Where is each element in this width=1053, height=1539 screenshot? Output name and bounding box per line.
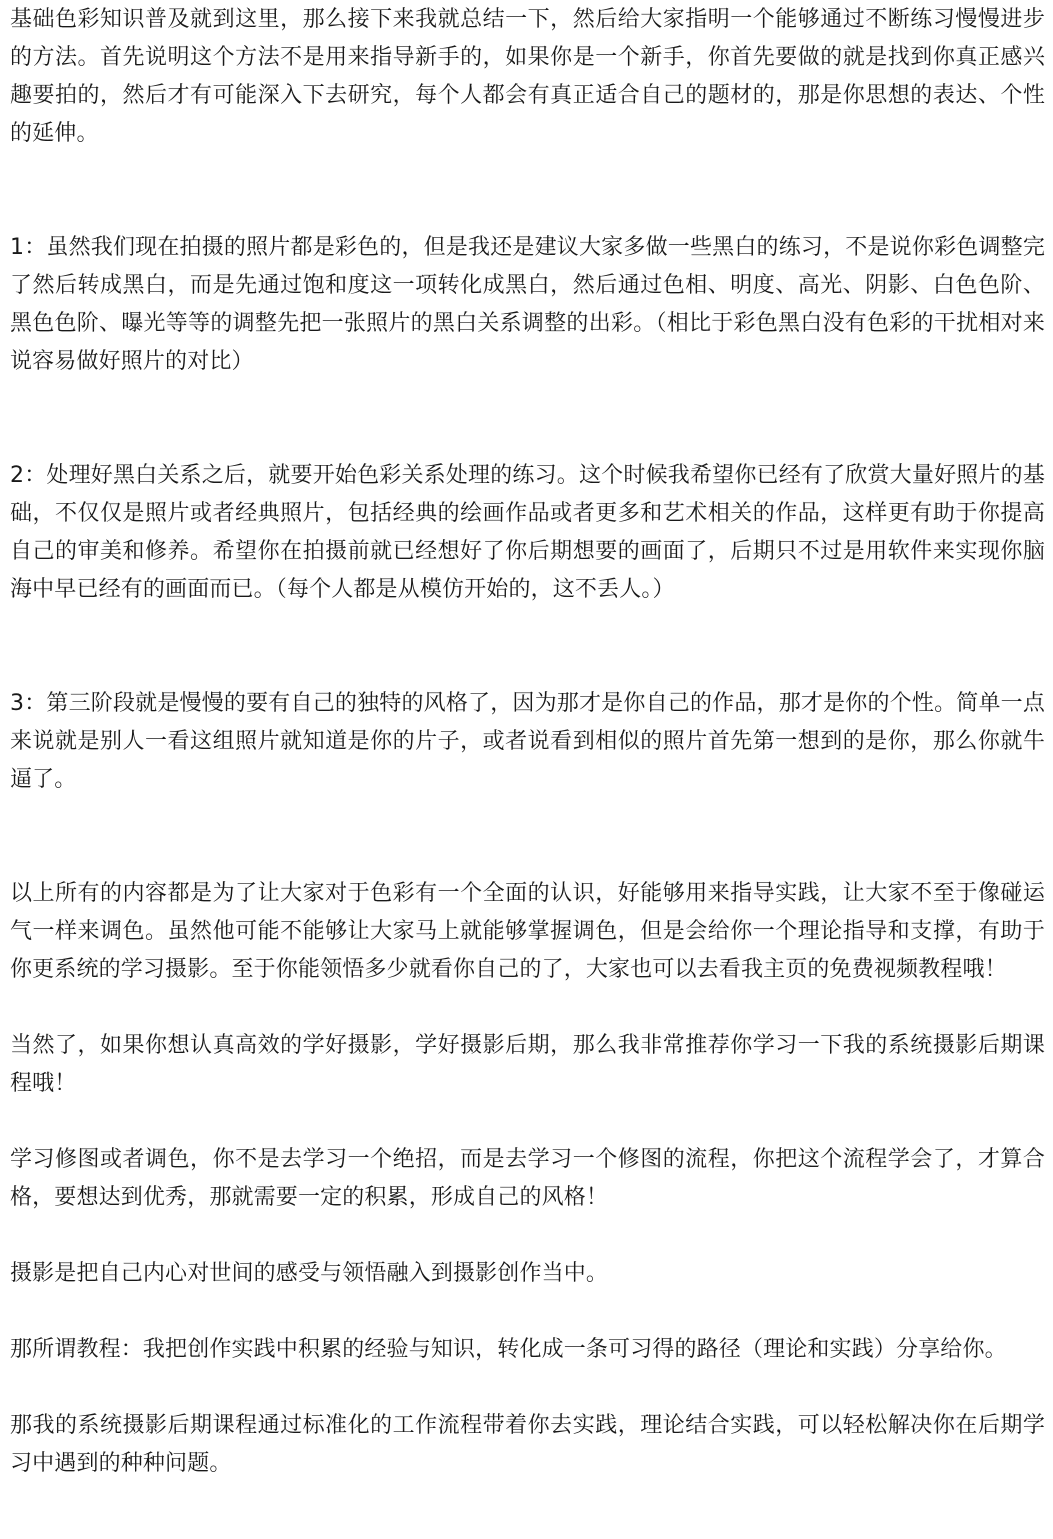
spacer	[10, 381, 1045, 457]
paragraph-summary: 以上所有的内容都是为了让大家对于色彩有一个全面的认识，好能够用来指导实践，让大家不至于像碰运气一样来调色。虽然他可能不能够让大家马上就能够掌握调色，但是会给你一个理论指导和支撑，有助于你更系统的学习摄影。至于你能领悟多少就看你自己的了，大家也可以去看我主页的免费视频教程哦！	[10, 881, 1045, 982]
spacer	[10, 1293, 1045, 1331]
spacer	[10, 609, 1045, 685]
spacer	[10, 989, 1045, 1027]
paragraph-step-3: 3：第三阶段就是慢慢的要有自己的独特的风格了，因为那才是你自己的作品，那才是你的个性。简单一点来说就是别人一看这组照片就知道是你的片子，或者说看到相似的照片首先第一想到的是你，那么你就牛逼了。	[10, 691, 1045, 792]
spacer	[10, 1103, 1045, 1141]
paragraph-photography-definition: 摄影是把自己内心对世间的感受与领悟融入到摄影创作当中。	[10, 1261, 609, 1286]
paragraph-intro: 基础色彩知识普及就到这里，那么接下来我就总结一下，然后给大家指明一个能够通过不断练习慢慢进步的方法。首先说明这个方法不是用来指导新手的，如果你是一个新手，你首先要做的就是找到你真正感兴趣要拍的，然后才有可能深入下去研究，每个人都会有真正适合自己的题材的，那是你思想的表达、个性的延伸。	[10, 7, 1045, 146]
paragraph-course-benefit: 那我的系统摄影后期课程通过标准化的工作流程带着你去实践，理论结合实践，可以轻松解决你在后期学习中遇到的种种问题。	[10, 1413, 1045, 1476]
spacer	[10, 799, 1045, 875]
paragraph-step-1: 1：虽然我们现在拍摄的照片都是彩色的，但是我还是建议大家多做一些黑白的练习，不是说你彩色调整完了然后转成黑白，而是先通过饱和度这一项转化成黑白，然后通过色相、明度、高光、阴影、白色色阶、黑色色阶、曝光等等的调整先把一张照片的黑白关系调整的出彩。（相比于彩色黑白没有色彩的干扰相对来说容易做好照片的对比）	[10, 235, 1045, 374]
spacer	[10, 1217, 1045, 1255]
spacer	[10, 1369, 1045, 1407]
spacer	[10, 153, 1045, 229]
paragraph-course-recommendation: 当然了，如果你想认真高效的学好摄影，学好摄影后期，那么我非常推荐你学习一下我的系统摄影后期课程哦！	[10, 1033, 1045, 1096]
paragraph-tutorial-definition: 那所谓教程：我把创作实践中积累的经验与知识，转化成一条可习得的路径（理论和实践）分享给你。	[10, 1337, 1007, 1362]
paragraph-learning-workflow: 学习修图或者调色，你不是去学习一个绝招，而是去学习一个修图的流程，你把这个流程学会了，才算合格，要想达到优秀，那就需要一定的积累，形成自己的风格！	[10, 1147, 1045, 1210]
paragraph-step-2: 2：处理好黑白关系之后，就要开始色彩关系处理的练习。这个时候我希望你已经有了欣赏大量好照片的基础，不仅仅是照片或者经典照片，包括经典的绘画作品或者更多和艺术相关的作品，这样更有助于你提高自己的审美和修养。希望你在拍摄前就已经想好了你后期想要的画面了，后期只不过是用软件来实现你脑海中早已经有的画面而已。（每个人都是从模仿开始的，这不丢人。）	[10, 463, 1045, 602]
